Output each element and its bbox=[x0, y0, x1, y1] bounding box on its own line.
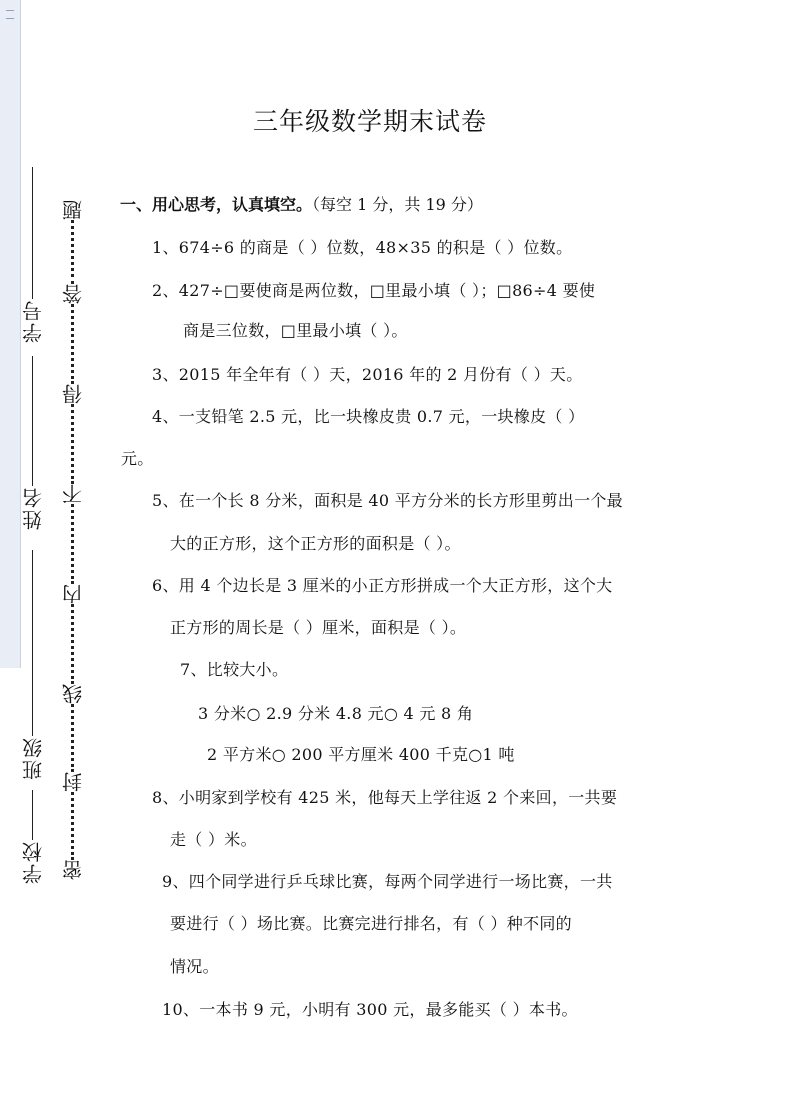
page-title: 三年级数学期末试卷 bbox=[252, 107, 487, 136]
seal-char: 不 bbox=[61, 484, 86, 504]
student-id-line bbox=[33, 167, 34, 299]
seal-dots bbox=[72, 604, 75, 684]
seal-dots bbox=[72, 304, 75, 384]
question-9-continued-2: 情况。 bbox=[170, 957, 219, 976]
question-6: 6、用 4 个边长是 3 厘米的小正方形拼成一个大正方形，这个大 bbox=[152, 576, 613, 595]
question-7: 7、比较大小。 bbox=[180, 660, 289, 679]
sidebar-tick bbox=[6, 18, 14, 19]
class-line bbox=[33, 550, 34, 736]
question-2-continued: 商是三位数，□里最小填（ ）。 bbox=[183, 321, 408, 340]
question-10: 10、一本书 9 元，小明有 300 元，最多能买（ ）本书。 bbox=[162, 1000, 578, 1019]
student-id-field bbox=[22, 163, 44, 343]
class-label: 班级 bbox=[21, 736, 46, 780]
question-8-continued: 走（ ）米。 bbox=[170, 830, 257, 849]
seal-char: 题 bbox=[61, 200, 86, 220]
student-id-label: 学号 bbox=[21, 299, 46, 343]
seal-dots bbox=[72, 404, 75, 484]
seal-char: 线 bbox=[61, 684, 86, 704]
question-1: 1、674÷6 的商是（ ）位数，48×35 的积是（ ）位数。 bbox=[152, 238, 573, 257]
question-2: 2、427÷□要使商是两位数，□里最小填（ ）；□86÷4 要使 bbox=[152, 281, 596, 300]
name-field bbox=[22, 352, 44, 530]
section-score-note: （每空 1 分，共 19 分） bbox=[312, 195, 483, 214]
seal-line bbox=[62, 118, 84, 880]
question-8: 8、小明家到学校有 425 米，他每天上学往返 2 个来回，一共要 bbox=[152, 788, 618, 807]
seal-char: 封 bbox=[61, 772, 86, 792]
seal-dots bbox=[72, 504, 75, 584]
sidebar-tick bbox=[6, 10, 14, 11]
question-4-continued: 元。 bbox=[121, 449, 154, 468]
question-6-continued: 正方形的周长是（ ）厘米，面积是（ ）。 bbox=[170, 618, 467, 637]
question-3: 3、2015 年全年有（ ）天，2016 年的 2 月份有（ ）天。 bbox=[152, 365, 583, 384]
school-label: 学校 bbox=[21, 840, 46, 884]
question-5-continued: 大的正方形，这个正方形的面积是（ ）。 bbox=[170, 534, 461, 553]
seal-dots bbox=[72, 220, 75, 284]
section-title: 一、用心思考，认真填空。 bbox=[120, 195, 313, 214]
seal-char: 答 bbox=[61, 284, 86, 304]
name-label: 姓名 bbox=[21, 486, 46, 530]
question-7-compare-row-2: 2 平方米○ 200 平方厘米 400 千克○1 吨 bbox=[207, 745, 515, 764]
question-5: 5、在一个长 8 分米，面积是 40 平方分米的长方形里剪出一个最 bbox=[152, 491, 623, 510]
seal-char: 密 bbox=[61, 860, 86, 880]
question-4: 4、一支铅笔 2.5 元，比一块橡皮贵 0.7 元，一块橡皮（ ） bbox=[152, 407, 585, 426]
school-line bbox=[33, 790, 34, 840]
seal-char: 得 bbox=[61, 384, 86, 404]
question-7-compare-row-1: 3 分米○ 2.9 分米 4.8 元○ 4 元 8 角 bbox=[198, 704, 474, 723]
class-field bbox=[22, 545, 44, 780]
school-field bbox=[22, 790, 44, 884]
name-line bbox=[33, 356, 34, 486]
section-heading bbox=[120, 192, 483, 215]
seal-dots bbox=[72, 792, 75, 860]
seal-dots bbox=[72, 704, 75, 772]
question-9-continued: 要进行（ ）场比赛。比赛完进行排名，有（ ）种不同的 bbox=[170, 914, 572, 933]
question-9: 9、四个同学进行乒乓球比赛，每两个同学进行一场比赛，一共 bbox=[162, 872, 613, 891]
seal-char: 内 bbox=[61, 584, 86, 604]
